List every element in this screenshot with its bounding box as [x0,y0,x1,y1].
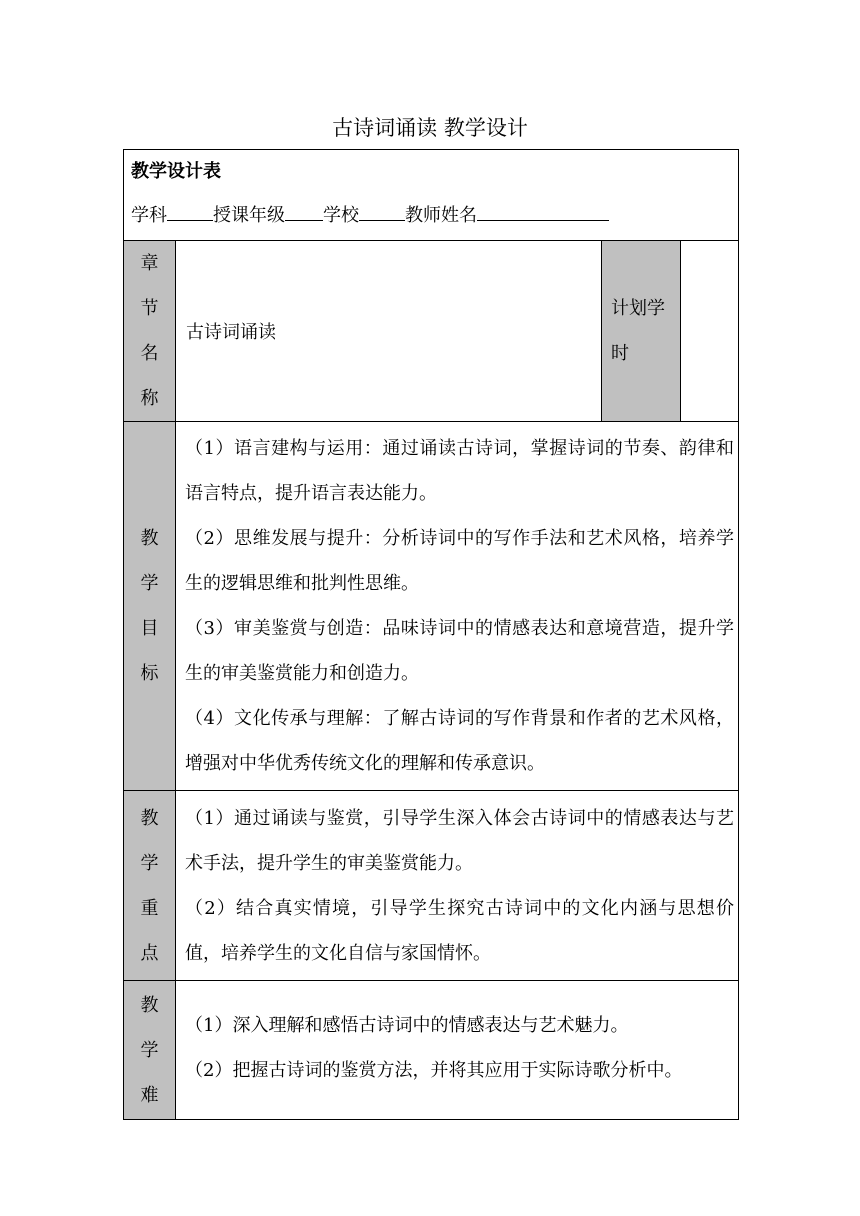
emphasis-content [176,791,739,981]
document-title: 古诗词诵读 教学设计 [332,116,528,140]
objective-item: （1）语言建构与运用：通过诵读古诗词，掌握诗词的节奏、韵律和语言特点，提升语言表达能力。 [185,438,734,504]
emphasis-label [124,791,176,981]
difficulty-item: （2）把握古诗词的鉴赏方法，并将其应用于实际诗歌分析中。 [185,1060,683,1081]
label-char: 学 [140,573,159,594]
subject-blank[interactable] [167,202,213,221]
objectives-label [124,422,176,791]
label-char: 难 [140,1084,159,1106]
planned-hours-label-line2: 时 [611,343,629,364]
label-char: 学 [140,1039,159,1061]
emphasis-item: （1）通过诵读与鉴赏，引导学生深入体会古诗词中的情感表达与艺术手法，提升学生的审美鉴赏能力。 [185,807,734,874]
difficulty-row [124,981,739,1120]
label-char: 重 [140,897,159,919]
teaching-design-table [123,149,739,1120]
label-char: 章 [140,253,159,274]
school-label: 学校 [323,205,359,226]
difficulty-item: （1）深入理解和感悟古诗词中的情感表达与艺术魅力。 [185,1015,629,1036]
difficulty-label [124,981,176,1120]
objective-item: （4）文化传承与理解：了解古诗词的写作背景和作者的艺术风格，增强对中华优秀传统文化的理解和传承意识。 [185,708,734,774]
planned-hours-value[interactable] [681,241,739,422]
label-char: 点 [140,942,159,964]
emphasis-row [124,791,739,981]
objective-item: （2）思维发展与提升：分析诗词中的写作手法和艺术风格，培养学生的逻辑思维和批判性思维。 [185,528,734,594]
emphasis-item: （2）结合真实情境，引导学生探究古诗词中的文化内涵与思想价值，培养学生的文化自信与家国情怀。 [185,897,734,964]
planned-hours-label-line1: 计划学 [611,298,665,319]
label-char: 称 [140,388,159,409]
label-char: 教 [140,528,159,549]
objective-item: （3）审美鉴赏与创造：品味诗词中的情感表达和意境营造，提升学生的审美鉴赏能力和创造力。 [185,618,734,684]
grade-label: 授课年级 [213,205,285,226]
table-title: 教学设计表 [131,161,221,182]
label-char: 目 [140,618,159,639]
objectives-row [124,422,739,791]
planned-hours-label [602,241,681,422]
subject-label: 学科 [131,205,167,226]
objectives-content [176,422,739,791]
chapter-name: 古诗词诵读 [176,241,602,422]
school-blank[interactable] [359,202,405,221]
label-char: 节 [140,298,159,319]
grade-blank[interactable] [285,202,323,221]
chapter-label [124,241,176,422]
table-header [124,150,739,241]
label-char: 教 [140,994,159,1016]
teacher-blank[interactable] [477,202,609,221]
teacher-label: 教师姓名 [405,205,477,226]
label-char: 名 [140,343,159,364]
label-char: 学 [140,852,159,874]
difficulty-content [176,981,739,1120]
label-char: 标 [140,663,159,684]
chapter-row [124,241,739,422]
header-fields [131,202,738,228]
label-char: 教 [140,807,159,829]
